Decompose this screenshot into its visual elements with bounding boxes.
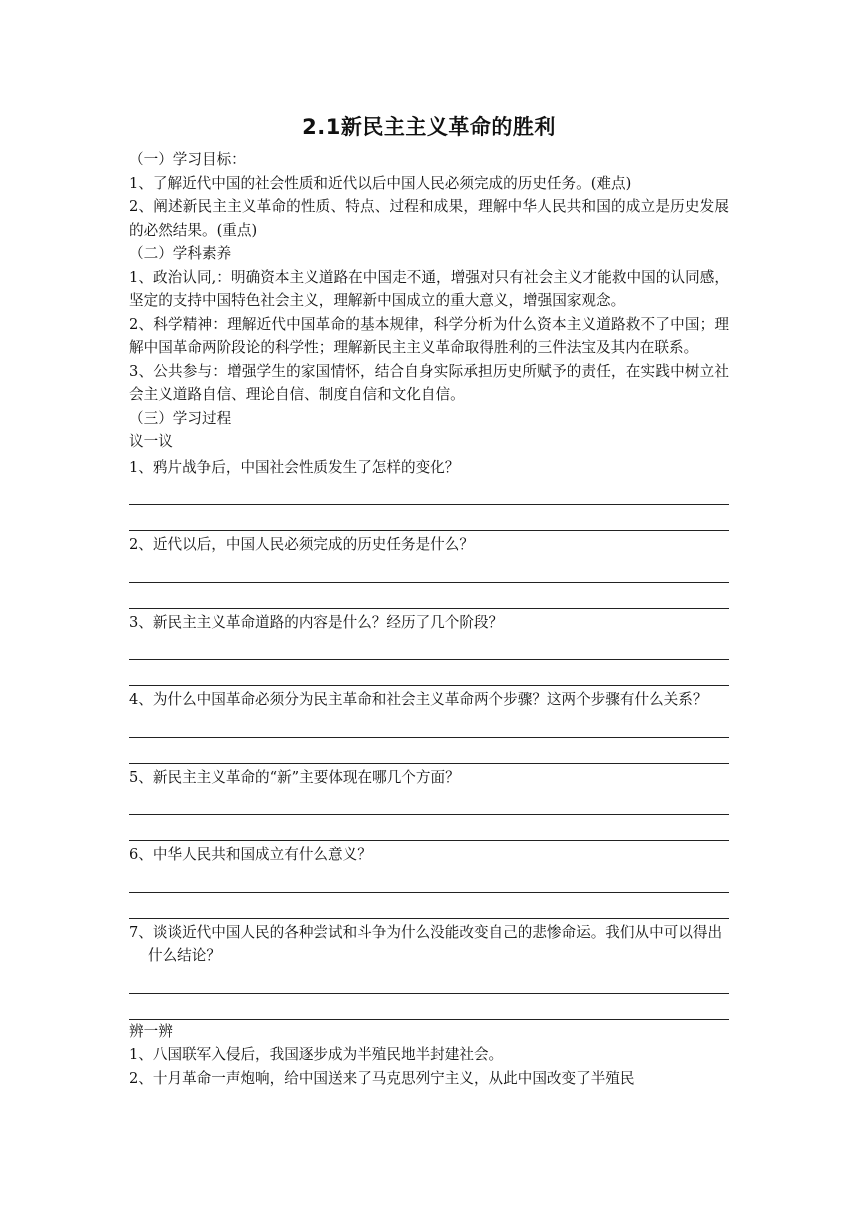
answer-line[interactable]: [129, 660, 729, 686]
answer-line[interactable]: [129, 505, 729, 531]
literacy-item: 3、公共参与：增强学生的家国情怀，结合自身实际承担历史所赋予的责任，在实践中树立社会主义道路自信、理论自信、制度自信和文化自信。: [129, 362, 729, 403]
question: 6、中华人民共和国成立有什么意义？: [129, 846, 372, 863]
question: 5、新民主主义革命的“新”主要体现在哪几个方面？: [129, 768, 460, 786]
objective-item: 2、阐述新民主主义革命的性质、特点、过程和成果，理解中华人民共和国的成立是历史发展的必然结果。(重点): [129, 198, 729, 239]
question: 7、谈谈近代中国人民的各种尝试和斗争为什么没能改变自己的悲惨命运。我们从中可以得出什么结论？: [129, 923, 723, 964]
question: 1、鸦片战争后，中国社会性质发生了怎样的变化？: [129, 458, 460, 476]
answer-line[interactable]: [129, 815, 729, 841]
objective-item: 1、了解近代中国的社会性质和近代以后中国人民必须完成的历史任务。(难点): [129, 174, 632, 192]
answer-line[interactable]: [129, 867, 729, 893]
answer-line[interactable]: [129, 479, 729, 505]
distinguish-label: 辨一辨: [129, 1022, 173, 1040]
literacy-item: 2、科学精神：理解近代中国革命的基本规律，科学分析为什么资本主义道路救不了中国；理解中国革命两阶段论的科学性；理解新民主主义革命取得胜利的三件法宝及其内在联系。: [129, 315, 729, 356]
statement-item: 1、八国联军入侵后，我国逐步成为半殖民地半封建社会。: [129, 1046, 504, 1063]
section-heading-objectives: （一）学习目标：: [129, 151, 246, 168]
statement-item: 2、十月革命一声炮响，给中国送来了马克思列宁主义，从此中国改变了半殖民: [129, 1069, 635, 1087]
answer-line[interactable]: [129, 789, 729, 815]
page-title: 2.1新民主主义革命的胜利: [302, 115, 556, 139]
answer-line[interactable]: [129, 968, 729, 994]
discuss-label: 议一议: [129, 433, 173, 450]
answer-line[interactable]: [129, 557, 729, 583]
answer-line[interactable]: [129, 712, 729, 738]
answer-line[interactable]: [129, 994, 729, 1020]
section-heading-literacy: （二）学科素养: [129, 245, 232, 262]
question: 3、新民主主义革命道路的内容是什么？经历了几个阶段？: [129, 613, 504, 631]
answer-line[interactable]: [129, 893, 729, 919]
section-heading-process: （三）学习过程: [129, 409, 232, 427]
question: 4、为什么中国革命必须分为民主革命和社会主义革命两个步骤？这两个步骤有什么关系？: [129, 691, 708, 708]
answer-line[interactable]: [129, 634, 729, 660]
worksheet-page: [129, 112, 729, 1090]
answer-line[interactable]: [129, 738, 729, 764]
literacy-item: 1、政治认同,：明确资本主义道路在中国走不通，增强对只有社会主义才能救中国的认同感，坚定的支持中国特色社会主义，理解新中国成立的重大意义，增强国家观念。: [129, 268, 729, 309]
question: 2、近代以后，中国人民必须完成的历史任务是什么？: [129, 536, 474, 553]
answer-line[interactable]: [129, 583, 729, 609]
